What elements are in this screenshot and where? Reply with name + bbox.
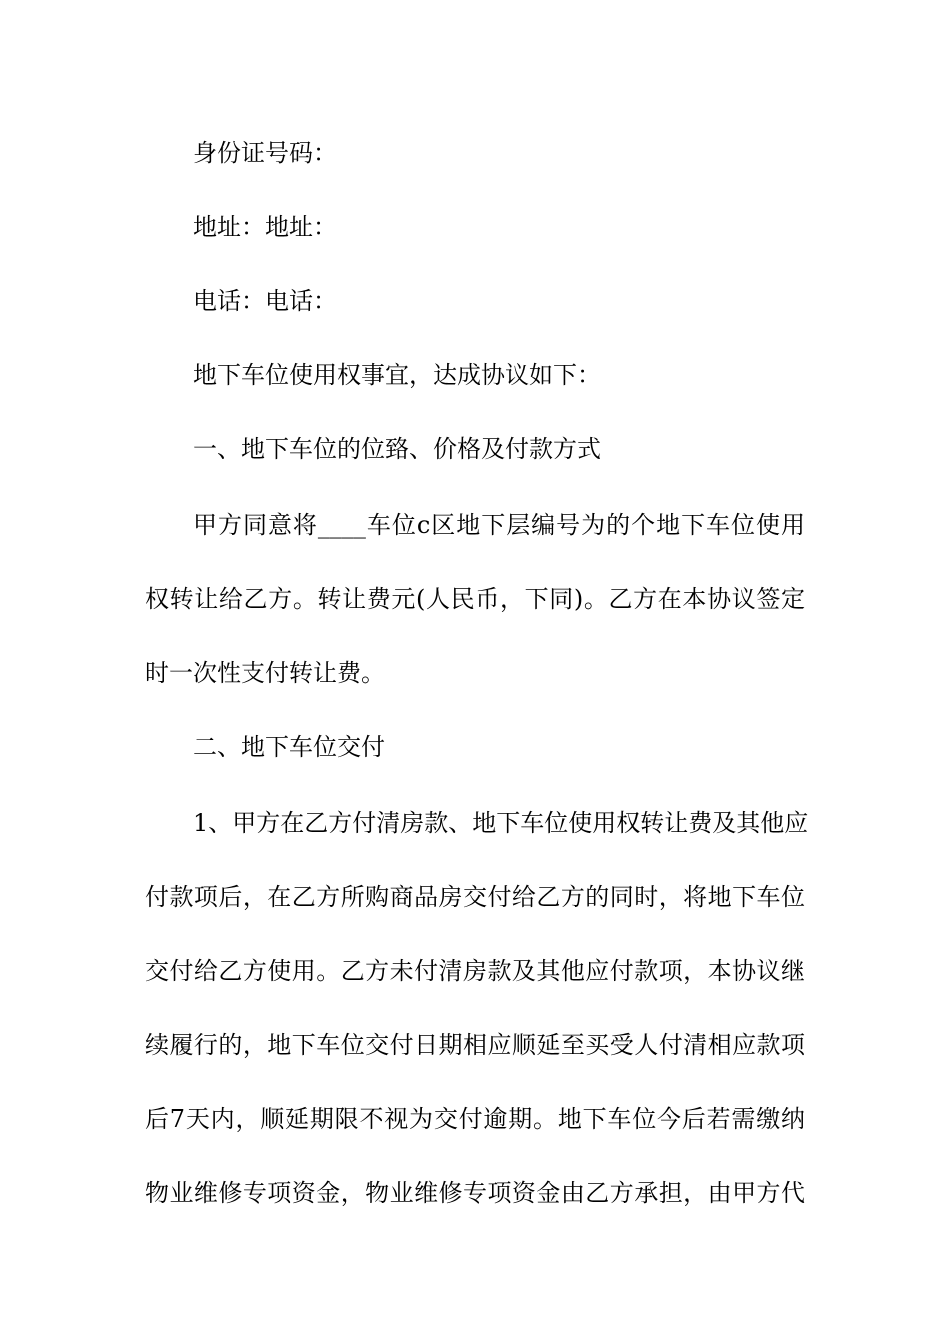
- text-line: [0, 1099, 950, 1139]
- section-heading-1: 一、地下车位的位臵、价格及付款方式: [193, 435, 601, 463]
- paragraph-line: 权转让给乙方。转让费元(人民币，下同)。乙方在本协议签定: [145, 585, 805, 613]
- paragraph-line: 后7天内，顺延期限不视为交付逾期。地下车位今后若需缴纳: [145, 1105, 805, 1133]
- section-heading-2: 二、地下车位交付: [193, 733, 385, 761]
- paragraph-line: 1、甲方在乙方付清房款、地下车位使用权转让费及其他应: [193, 809, 809, 837]
- text-line: [0, 803, 950, 843]
- text-line: [0, 727, 950, 767]
- address-label: 地址：地址：: [193, 213, 337, 241]
- text-line: [0, 1025, 950, 1065]
- paragraph-line: 续履行的，地下车位交付日期相应顺延至买受人付清相应款项: [145, 1031, 805, 1059]
- text-line: [0, 355, 950, 395]
- agreement-intro: 地下车位使用权事宜，达成协议如下：: [193, 361, 601, 389]
- text-line: [0, 877, 950, 917]
- paragraph-line: 时一次性支付转让费。: [145, 659, 385, 687]
- id-number-label: 身份证号码：: [193, 139, 337, 167]
- paragraph-line: 物业维修专项资金，物业维修专项资金由乙方承担，由甲方代: [145, 1179, 805, 1207]
- phone-label: 电话：电话：: [193, 287, 337, 315]
- text-line: [0, 951, 950, 991]
- text-line: [0, 133, 950, 173]
- text-line: [0, 579, 950, 619]
- text-line: [0, 653, 950, 693]
- paragraph-line: 交付给乙方使用。乙方未付清房款及其他应付款项，本协议继: [145, 957, 805, 985]
- text-line: [0, 1173, 950, 1213]
- text-line: [0, 281, 950, 321]
- text-line: [0, 429, 950, 469]
- text-line: [0, 505, 950, 545]
- paragraph-line: 甲方同意将____车位c区地下层编号为的个地下车位使用: [193, 511, 805, 539]
- paragraph-line: 付款项后，在乙方所购商品房交付给乙方的同时，将地下车位: [145, 883, 805, 911]
- text-line: [0, 207, 950, 247]
